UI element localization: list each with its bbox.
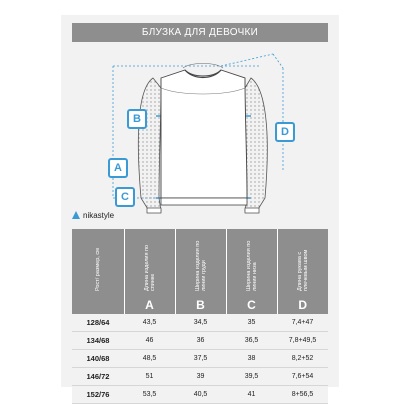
table-row — [72, 314, 328, 332]
header-sleeve-length: Длина рукава с плечевым швом D — [277, 229, 328, 314]
table-row — [72, 368, 328, 386]
cell-size: 140/68 — [72, 350, 124, 368]
cell-size: 146/72 — [72, 368, 124, 386]
table-row — [72, 386, 328, 404]
cell-size: 152/76 — [72, 386, 124, 404]
guide-shoulder — [221, 54, 273, 66]
cell-d: 7,6+54 — [277, 368, 328, 386]
header-chest-width: Ширина изделия по линии груди B — [175, 229, 226, 314]
marker-a: A — [108, 158, 128, 178]
left-sleeve — [138, 78, 161, 211]
header-size: Рост/ размер, см — [72, 229, 124, 314]
right-sleeve — [245, 78, 267, 211]
cell-b: 40,5 — [175, 386, 226, 404]
blouse-body — [161, 70, 247, 198]
table-row — [72, 332, 328, 350]
header-hem-width: Ширина изделия по линии низа C — [226, 229, 277, 314]
cell-c: 38 — [226, 350, 277, 368]
brand-logo — [71, 209, 114, 221]
cell-a: 43,5 — [124, 314, 175, 332]
header-length-back: Длина изделия по спинке A — [124, 229, 175, 314]
marker-d: D — [275, 122, 295, 142]
cell-a: 51 — [124, 368, 175, 386]
product-title-text: БЛУЗКА ДЛЯ ДЕВОЧКИ — [141, 27, 259, 38]
cell-c: 35 — [226, 314, 277, 332]
marker-c: C — [115, 187, 135, 207]
table-row — [72, 350, 328, 368]
cell-b: 36 — [175, 332, 226, 350]
table-header-row — [72, 229, 328, 314]
size-chart-table — [72, 229, 328, 404]
cell-a: 48,5 — [124, 350, 175, 368]
cell-d: 7,4+47 — [277, 314, 328, 332]
brand-name: nikastyle — [83, 210, 115, 220]
cell-size: 134/68 — [72, 332, 124, 350]
cell-c: 39,5 — [226, 368, 277, 386]
cell-b: 39 — [175, 368, 226, 386]
cell-b: 34,5 — [175, 314, 226, 332]
cell-d: 8+56,5 — [277, 386, 328, 404]
product-title — [72, 23, 328, 42]
brand-mark-icon — [71, 210, 81, 220]
cell-d: 7,8+49,5 — [277, 332, 328, 350]
cell-c: 41 — [226, 386, 277, 404]
guide-d-top — [273, 54, 283, 68]
cell-d: 8,2+52 — [277, 350, 328, 368]
garment-sketch — [61, 48, 339, 230]
marker-b: B — [127, 109, 147, 129]
cell-b: 37,5 — [175, 350, 226, 368]
cell-size: 128/64 — [72, 314, 124, 332]
cell-a: 53,5 — [124, 386, 175, 404]
cell-a: 46 — [124, 332, 175, 350]
cell-c: 36,5 — [226, 332, 277, 350]
